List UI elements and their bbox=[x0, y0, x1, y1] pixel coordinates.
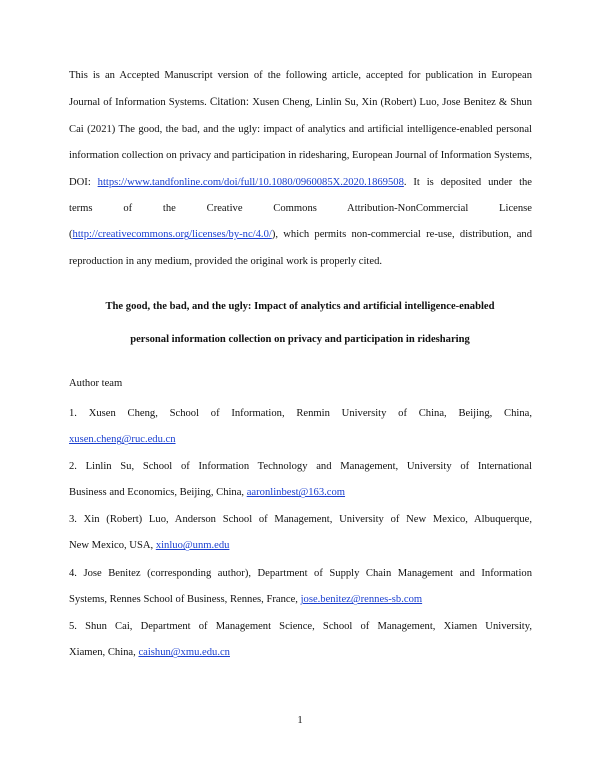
author-email-link[interactable]: xinluo@unm.edu bbox=[155, 540, 230, 552]
license-link[interactable]: http://creativecommons.org/licenses/by-nc/4.0/ bbox=[72, 229, 272, 241]
author-affiliation: 5. Shun Cai, Department of Management Science, School of Management, Xiamen University, bbox=[69, 621, 532, 632]
author-email-link[interactable]: jose.benitez@rennes-sb.com bbox=[300, 594, 423, 606]
author-entry-5 bbox=[69, 614, 532, 667]
paper-title bbox=[60, 291, 540, 356]
author-email-link[interactable]: aaronlinbest@163.com bbox=[246, 487, 346, 499]
author-entry-1 bbox=[69, 401, 532, 454]
author-affiliation: 2. Linlin Su, School of Information Technology and Management, University of International bbox=[69, 461, 532, 472]
author-entry-3 bbox=[69, 507, 532, 560]
author-entry-4 bbox=[69, 561, 532, 614]
page-number: 1 bbox=[297, 715, 303, 726]
citation-text: Xusen Cheng, Linlin Su, Xin (Robert) Luo, Jose Benitez & Shun Cai (2021) The good, the bad, and the ugly: impact of analytics and artificial intelligence-enabled personal information collection on privacy and participation in ridesharing, European Journal of Information Systems, DOI: bbox=[69, 97, 532, 188]
doi-link[interactable]: https://www.tandfonline.com/doi/full/10.1080/0960085X.2020.1869508 bbox=[97, 176, 404, 188]
author-email-link[interactable]: caishun@xmu.edu.cn bbox=[138, 647, 230, 659]
author-affiliation: 4. Jose Benitez (corresponding author), Department of Supply Chain Management and Information bbox=[69, 568, 532, 579]
author-affiliation-cont: Systems, Rennes School of Business, Rennes, France, bbox=[69, 594, 301, 606]
author-affiliation-cont: Xiamen, China, bbox=[69, 647, 139, 659]
author-affiliation: 1. Xusen Cheng, School of Information, Renmin University of China, Beijing, China, bbox=[69, 408, 532, 419]
author-affiliation-cont: New Mexico, USA, bbox=[69, 540, 156, 552]
notice-text: This is an Accepted Manuscript version of the following article, accepted for publication in European Journal of Information Systems. bbox=[69, 70, 532, 109]
author-affiliation: 3. Xin (Robert) Luo, Anderson School of Management, University of New Mexico, Albuquerque, bbox=[69, 514, 532, 525]
author-entry-2 bbox=[69, 454, 532, 507]
citation-label: Citation: bbox=[209, 96, 253, 109]
manuscript-notice bbox=[69, 63, 532, 275]
license-text: . It is deposited under the terms of the Creative Commons Attribution-NonCommercial License ( bbox=[69, 176, 533, 241]
paper-title-line-2: personal information collection on privacy and participation in ridesharing bbox=[130, 333, 470, 345]
author-affiliation-cont: Business and Economics, Beijing, China, bbox=[69, 487, 247, 499]
author-team-heading: Author team bbox=[69, 378, 123, 389]
author-email-link[interactable]: xusen.cheng@ruc.edu.cn bbox=[69, 434, 176, 446]
license-terms-text: ), which permits non-commercial re-use, distribution, and reproduction in any medium, provided the original work is properly cited. bbox=[69, 229, 532, 267]
paper-title-line-1: The good, the bad, and the ugly: Impact of analytics and artificial intelligence-enabled bbox=[105, 301, 495, 312]
